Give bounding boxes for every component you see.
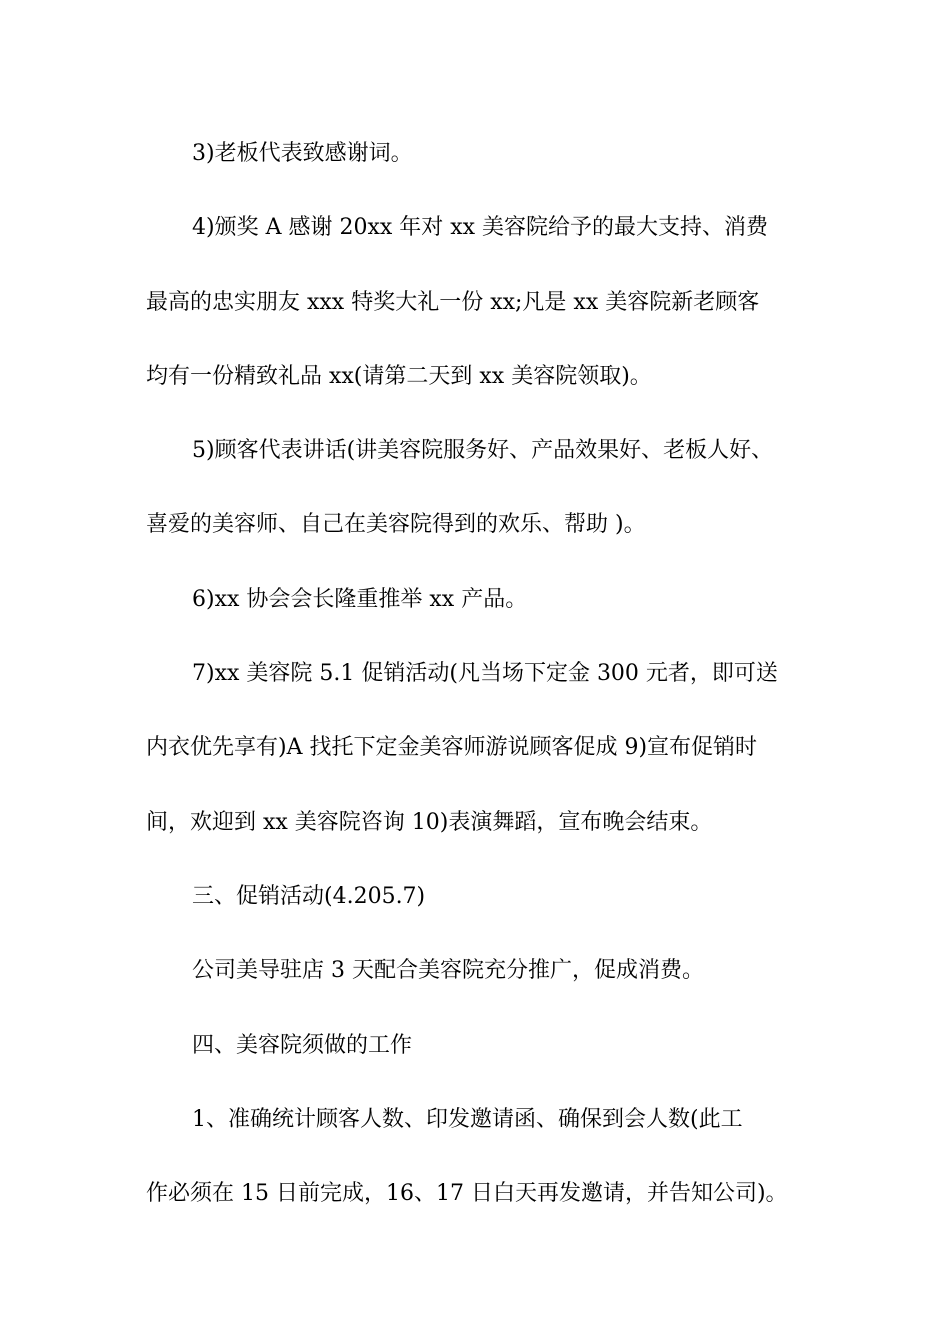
document-body: [146, 124, 818, 1238]
text-line: 作必须在 15 日前完成，16、17 日白天再发邀请，并告知公司)。: [146, 1181, 788, 1207]
text-line: 喜爱的美容师、自己在美容院得到的欢乐、帮助 )。: [146, 512, 646, 538]
text-line: 最高的忠实朋友 xxx 特奖大礼一份 xx;凡是 xx 美容院新老顾客: [146, 289, 760, 315]
text-line: 内衣优先享有)A 找托下定金美容师游说顾客促成 9)宣布促销时: [146, 735, 758, 761]
text-line: 5)顾客代表讲话(讲美容院服务好、产品效果好、老板人好、: [192, 438, 774, 464]
text-line: 均有一份精致礼品 xx(请第二天到 xx 美容院领取)。: [146, 363, 652, 389]
text-line: 3)老板代表致感谢词。: [192, 141, 413, 166]
text-line: 7)xx 美容院 5.1 促销活动(凡当场下定金 300 元者，即可送: [192, 661, 778, 687]
section-heading: 四、美容院须做的工作: [192, 1032, 413, 1058]
text-line: 公司美导驻店 3 天配合美容院充分推广，促成消费。: [192, 958, 704, 984]
text-line: 1、准确统计顾客人数、印发邀请函、确保到会人数(此工: [192, 1106, 743, 1132]
text-line: 6)xx 协会会长隆重推举 xx 产品。: [192, 586, 528, 612]
text-line: 4)颁奖 A 感谢 20xx 年对 xx 美容院给予的最大支持、消费: [192, 215, 769, 241]
text-line: 间，欢迎到 xx 美容院咨询 10)表演舞蹈，宣布晚会结束。: [146, 809, 713, 835]
section-heading: 三、促销活动(4.205.7): [192, 883, 426, 909]
